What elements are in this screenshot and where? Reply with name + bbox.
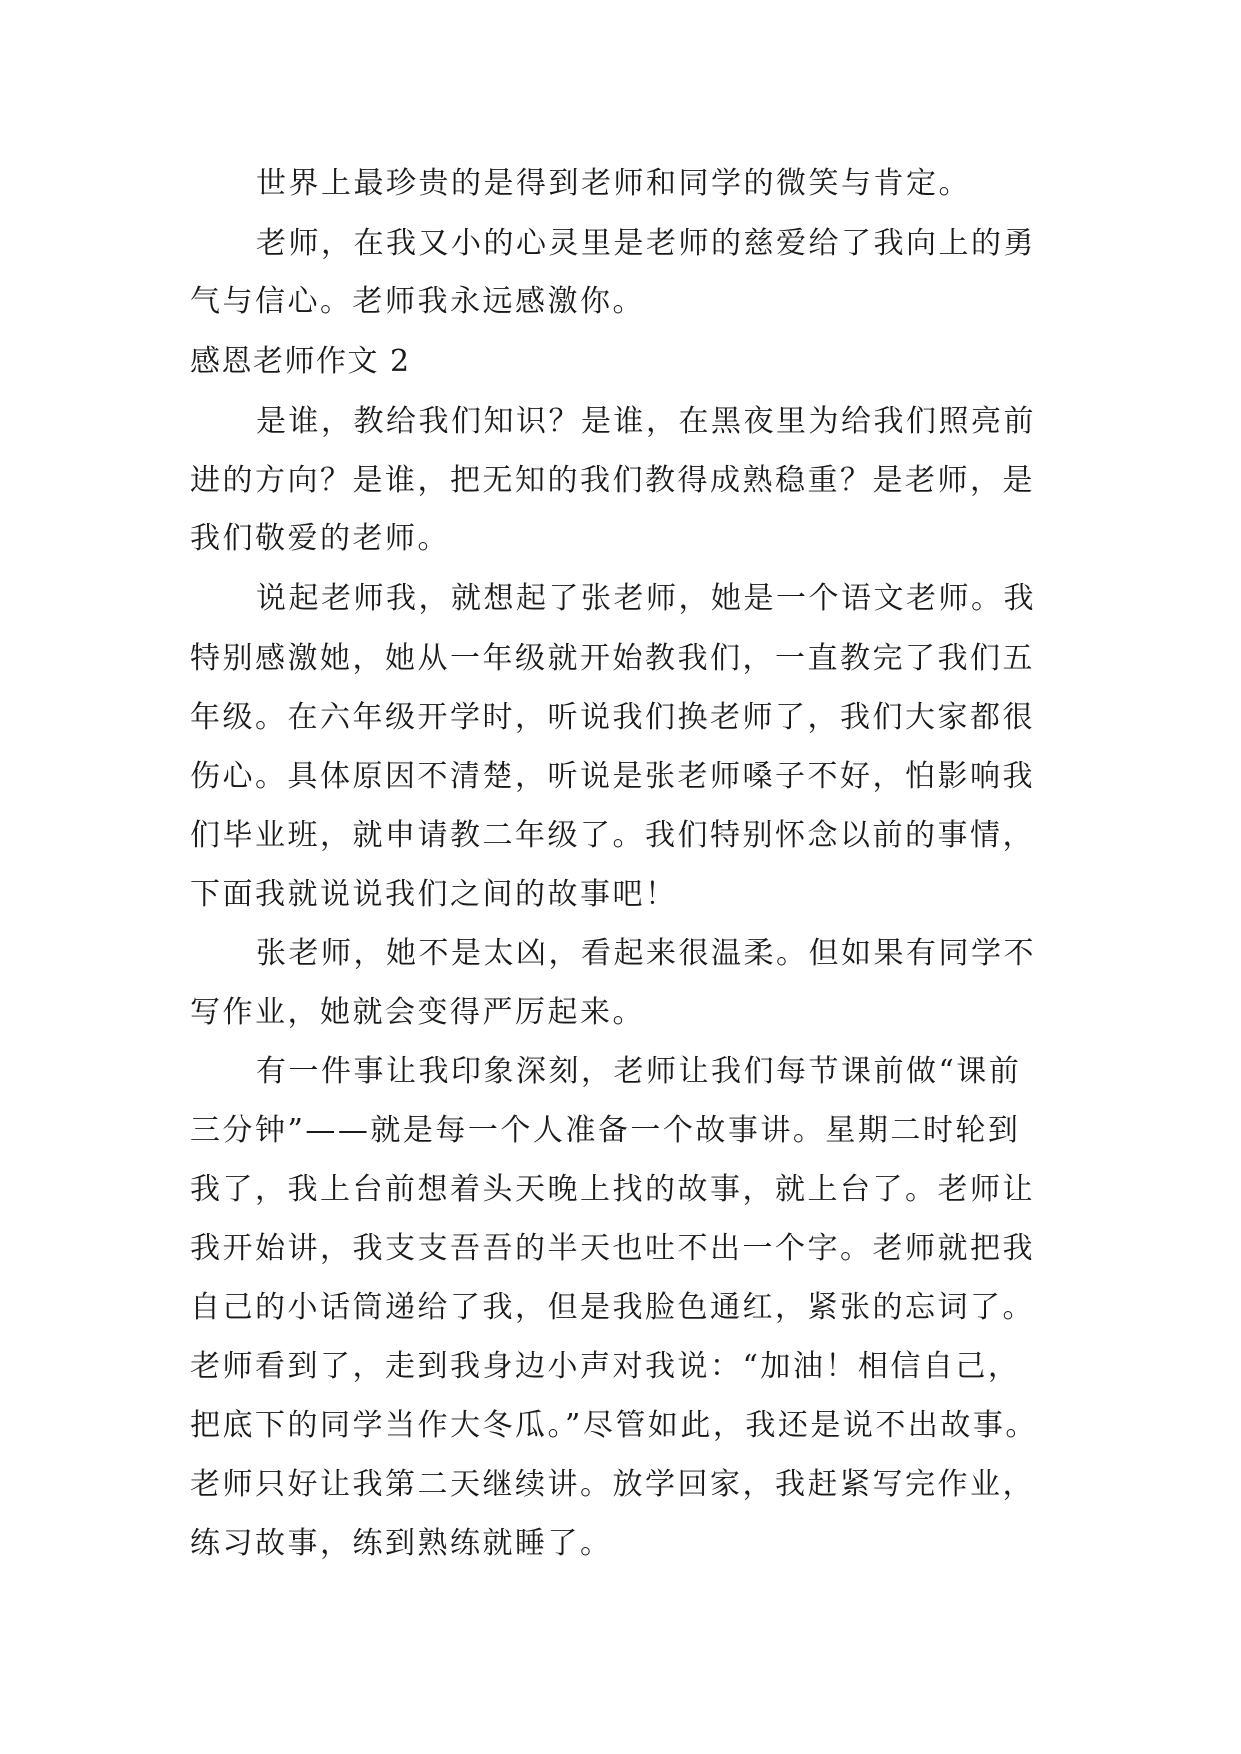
paragraph-line: 三分钟”——就是每一个人准备一个故事讲。星期二时轮到 xyxy=(190,1113,1021,1148)
paragraph-line: 老师看到了，走到我身边小声对我说：“加油！相信自己， xyxy=(190,1349,1021,1384)
section-heading: 感恩老师作文 2 xyxy=(190,344,411,379)
paragraph-line: 老师，在我又小的心灵里是老师的慈爱给了我向上的勇 xyxy=(256,226,1036,261)
paragraph-line: 我了，我上台前想着头天晚上找的故事，就上台了。老师让 xyxy=(190,1172,1035,1207)
paragraph-line: 特别感激她，她从一年级就开始教我们，一直教完了我们五 xyxy=(190,641,1035,676)
paragraph-line: 老师只好让我第二天继续讲。放学回家，我赶紧写完作业， xyxy=(190,1467,1035,1502)
paragraph-line: 练习故事，练到熟练就睡了。 xyxy=(190,1526,613,1561)
paragraph-line: 我们敬爱的老师。 xyxy=(190,521,450,556)
paragraph-line: 说起老师我，就想起了张老师，她是一个语文老师。我 xyxy=(256,581,1036,616)
paragraph-line: 写作业，她就会变得严厉起来。 xyxy=(190,995,645,1030)
paragraph-line: 们毕业班，就申请教二年级了。我们特别怀念以前的事情， xyxy=(190,818,1035,853)
paragraph-line: 有一件事让我印象深刻，老师让我们每节课前做“课前 xyxy=(256,1054,1022,1089)
paragraph-line: 自己的小话筒递给了我，但是我脸色通红，紧张的忘词了。 xyxy=(190,1290,1035,1325)
paragraph-line: 张老师，她不是太凶，看起来很温柔。但如果有同学不 xyxy=(256,936,1036,971)
paragraph-line: 是谁，教给我们知识？是谁，在黑夜里为给我们照亮前 xyxy=(256,404,1036,439)
paragraph-line: 下面我就说说我们之间的故事吧！ xyxy=(190,877,678,912)
paragraph-line: 我开始讲，我支支吾吾的半天也吐不出一个字。老师就把我 xyxy=(190,1231,1035,1266)
paragraph-line: 把底下的同学当作大冬瓜。”尽管如此，我还是说不出故事。 xyxy=(190,1408,1038,1443)
paragraph-line: 进的方向？是谁，把无知的我们教得成熟稳重？是老师，是 xyxy=(190,463,1035,498)
paragraph-line: 气与信心。老师我永远感激你。 xyxy=(190,284,645,319)
paragraph-line: 世界上最珍贵的是得到老师和同学的微笑与肯定。 xyxy=(256,166,971,201)
paragraph-line: 伤心。具体原因不清楚，听说是张老师嗓子不好，怕影响我 xyxy=(190,759,1035,794)
paragraph-line: 年级。在六年级开学时，听说我们换老师了，我们大家都很 xyxy=(190,700,1035,735)
